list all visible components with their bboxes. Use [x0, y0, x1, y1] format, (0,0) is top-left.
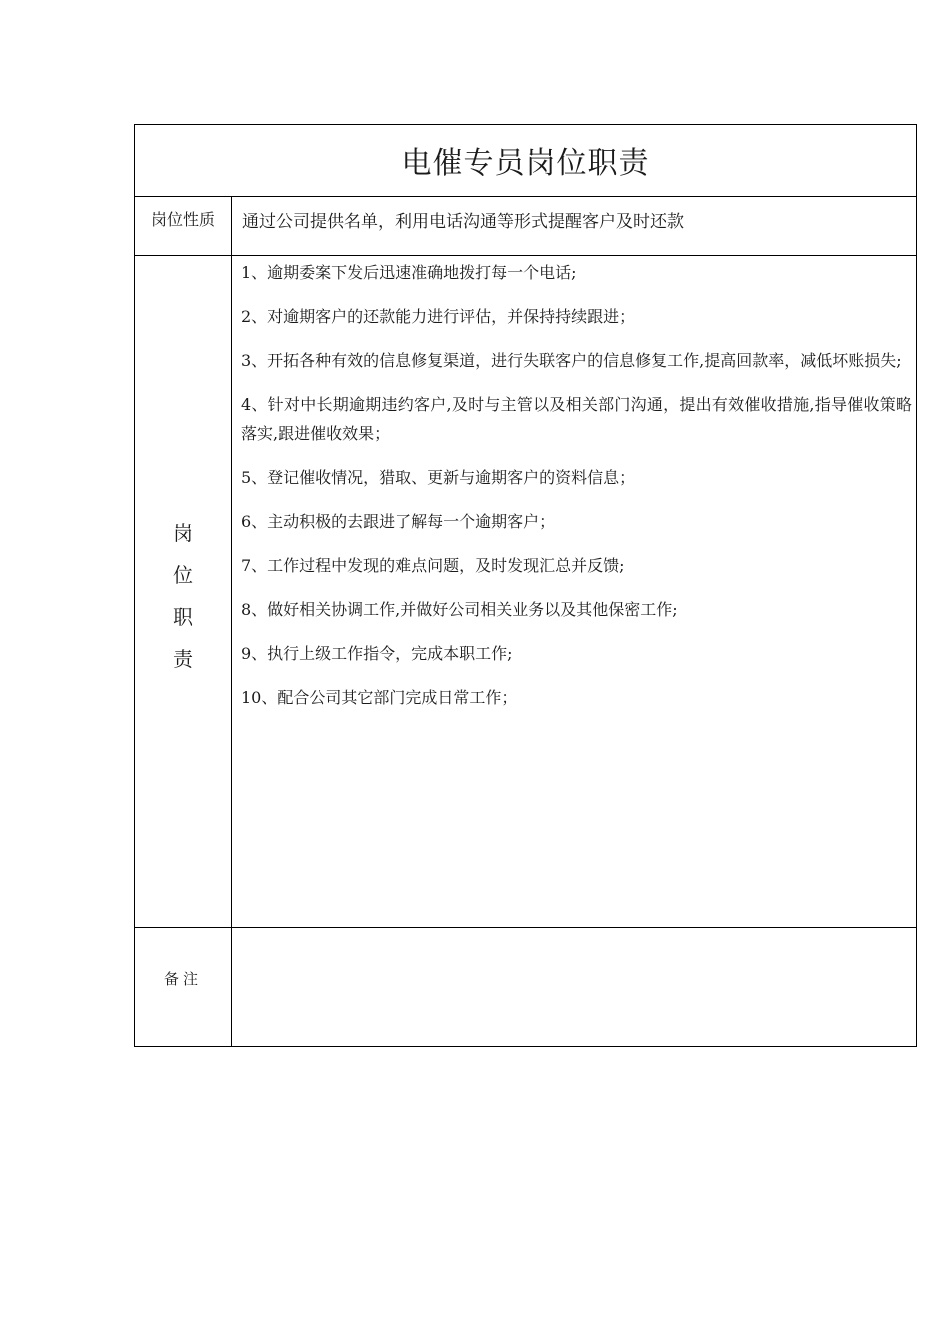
title-row — [135, 125, 916, 197]
remark-label: 备注 — [163, 970, 202, 988]
duties-label-cell — [135, 256, 232, 927]
duty-item: 1、逾期委案下发后迅速准确地拨打每一个电话; — [241, 263, 577, 282]
duty-item: 7、工作过程中发现的难点问题，及时发现汇总并反馈; — [241, 556, 625, 575]
duty-table — [134, 124, 917, 1047]
remark-label-cell — [135, 928, 232, 1046]
nature-label: 岗位性质 — [150, 210, 215, 229]
duty-item: 6、主动积极的去跟进了解每一个逾期客户； — [241, 512, 556, 531]
duties-content-cell — [232, 256, 916, 927]
duty-item: 9、执行上级工作指令，完成本职工作; — [241, 644, 513, 663]
nature-content-cell — [232, 197, 916, 255]
duty-item: 10、配合公司其它部门完成日常工作； — [241, 688, 518, 707]
duties-label-char: 责 — [173, 647, 193, 671]
remark-row — [135, 928, 916, 1046]
duties-row — [135, 256, 916, 928]
nature-row — [135, 197, 916, 256]
duty-item: 3、开拓各种有效的信息修复渠道，进行失联客户的信息修复工作,提高回款率，减低坏账损失; — [241, 351, 902, 370]
page-title: 电催专员岗位职责 — [401, 145, 650, 181]
duties-label — [135, 512, 231, 680]
duty-item: 4、针对中长期逾期违约客户,及时与主管以及相关部门沟通，提出有效催收措施,指导催收策略落实,跟进催收效果； — [241, 395, 912, 443]
nature-label-cell — [135, 197, 232, 255]
duties-label-char: 岗 — [173, 521, 193, 545]
remark-content-cell — [232, 928, 916, 1046]
duty-item: 2、对逾期客户的还款能力进行评估，并保持持续跟进； — [241, 307, 636, 326]
duties-label-char: 职 — [173, 605, 193, 629]
duties-list — [241, 258, 912, 727]
duty-item: 5、登记催收情况，猎取、更新与逾期客户的资料信息； — [241, 468, 636, 487]
duties-label-char: 位 — [173, 563, 193, 587]
duty-item: 8、做好相关协调工作,并做好公司相关业务以及其他保密工作; — [241, 600, 678, 619]
nature-text: 通过公司提供名单，利用电话沟通等形式提醒客户及时还款 — [242, 212, 684, 232]
